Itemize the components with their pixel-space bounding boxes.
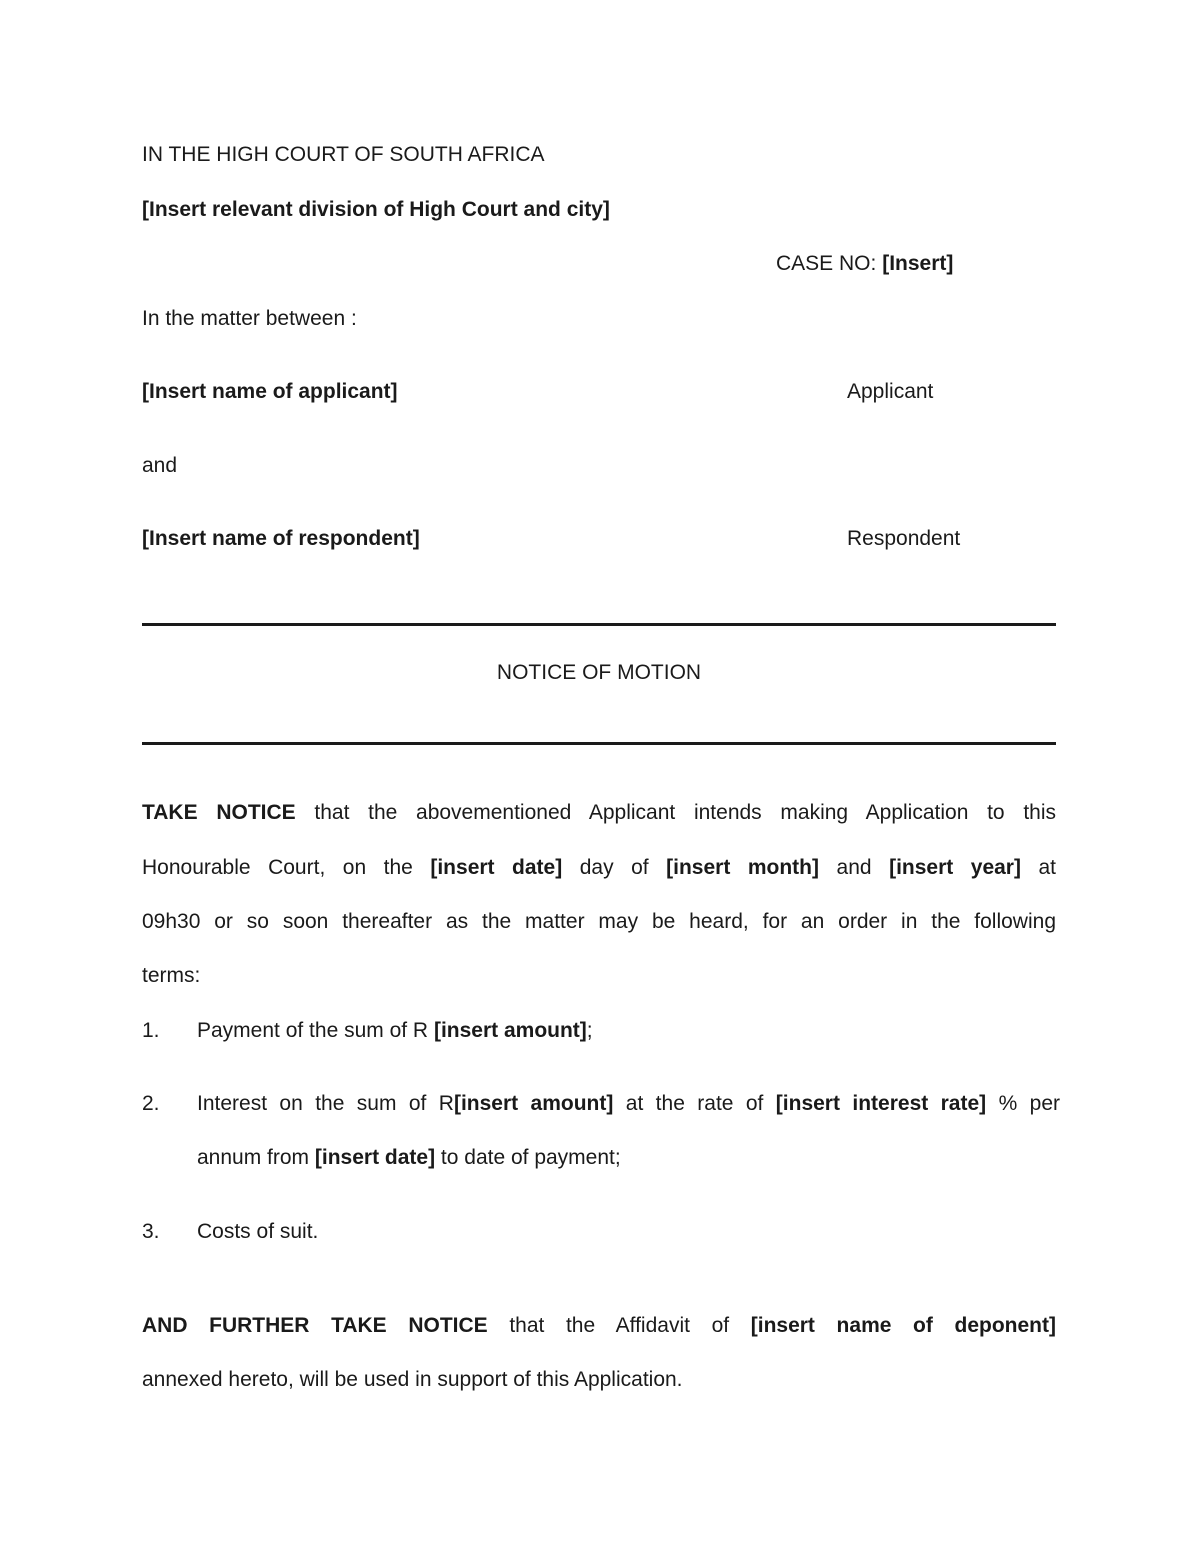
date-placeholder: [insert date] (314, 1146, 436, 1169)
list-item-text: Payment of the sum of R (197, 1019, 429, 1042)
parties-conjunction: and (142, 454, 178, 477)
applicant-name-placeholder: [Insert name of applicant] (142, 380, 398, 403)
list-item-text: % per (998, 1092, 1060, 1115)
applicant-name (142, 380, 398, 404)
deponent-placeholder: [insert name of deponent] (750, 1314, 1056, 1337)
list-item-text: Interest on the sum of R (197, 1092, 454, 1115)
divider-top (142, 623, 1056, 626)
amount-placeholder: [insert amount] (433, 1019, 587, 1042)
further-text: that the Affidavit of (509, 1314, 730, 1337)
respondent-name (142, 527, 420, 551)
case-number-label: CASE NO: (776, 252, 877, 275)
court-title: IN THE HIGH COURT OF SOUTH AFRICA (142, 143, 545, 166)
respondent-role: Respondent (847, 527, 961, 550)
list-item: Costs of suit. (197, 1220, 319, 1243)
division-placeholder: [Insert relevant division of High Court and city] (142, 198, 610, 221)
list-item-number: 1. (142, 1019, 160, 1042)
court-division (142, 198, 610, 222)
document-heading: NOTICE OF MOTION (496, 661, 702, 684)
list-item-text: annum from (197, 1146, 310, 1169)
notice-text: Honourable Court, on the (142, 856, 413, 879)
amount-placeholder: [insert amount] (453, 1092, 614, 1115)
list-item (197, 1019, 593, 1043)
interest-rate-placeholder: [insert interest rate] (775, 1092, 987, 1115)
case-number-value: [Insert] (882, 252, 954, 275)
notice-text: day of (579, 856, 649, 879)
list-item-number: 3. (142, 1220, 160, 1243)
further-line-2: annexed hereto, will be used in support of this Application. (142, 1368, 683, 1391)
list-item (197, 1092, 1060, 1116)
list-item-continuation (197, 1146, 621, 1170)
notice-line-4: terms: (142, 964, 201, 987)
notice-text: and (836, 856, 872, 879)
further-line-1 (142, 1314, 1056, 1338)
parties-intro: In the matter between : (142, 307, 357, 330)
month-placeholder: [insert month] (666, 856, 819, 879)
notice-line-2 (142, 856, 1056, 880)
further-lead: AND FURTHER TAKE NOTICE (142, 1314, 488, 1337)
notice-line-1-text: that the abovementioned Applicant intends making Application to this (314, 801, 1056, 824)
list-item-text: to date of payment; (440, 1146, 621, 1169)
year-placeholder: [insert year] (889, 856, 1021, 879)
respondent-name-placeholder: [Insert name of respondent] (142, 527, 420, 550)
applicant-role: Applicant (847, 380, 934, 403)
notice-line-3: 09h30 or so soon thereafter as the matter may be heard, for an order in the following (142, 910, 1056, 933)
notice-lead: TAKE NOTICE (142, 801, 296, 824)
case-number (776, 252, 953, 276)
list-item-number: 2. (142, 1092, 160, 1115)
divider-bottom (142, 742, 1056, 745)
notice-text: at (1038, 856, 1057, 879)
date-placeholder: [insert date] (430, 856, 563, 879)
list-item-text: at the rate of (625, 1092, 764, 1115)
list-item-text: ; (586, 1019, 593, 1042)
notice-line-1 (142, 801, 1056, 825)
